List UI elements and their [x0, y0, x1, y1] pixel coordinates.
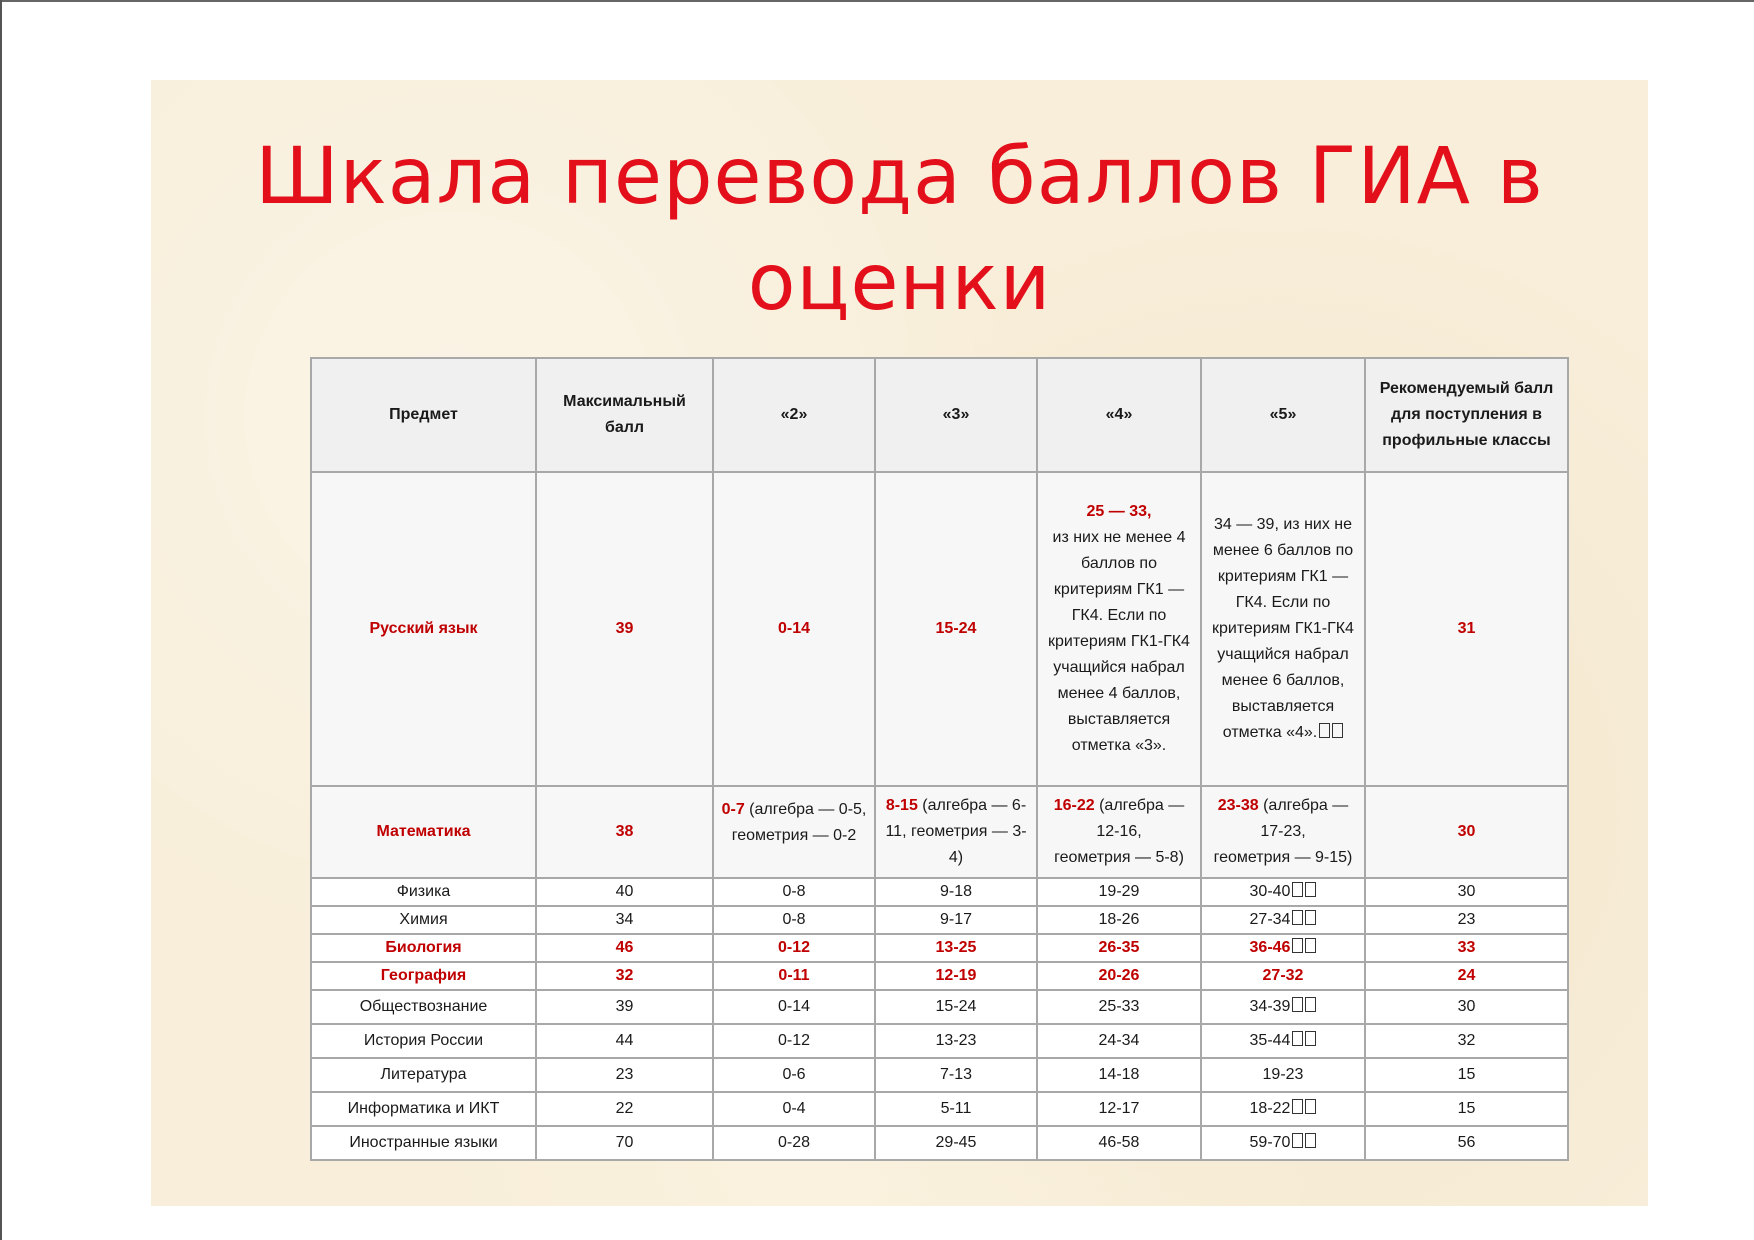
missing-glyph-box: [1305, 1133, 1316, 1148]
cell-grade-5: 27-32: [1201, 962, 1365, 990]
table-row: [311, 1058, 1568, 1092]
cell-max: 32: [536, 962, 713, 990]
cell-recommended: 23: [1365, 906, 1568, 934]
cell-max: 22: [536, 1092, 713, 1126]
cell-subject: География: [311, 962, 536, 990]
cell-grade-4: 24-34: [1037, 1024, 1201, 1058]
cell-grade-4: 18-26: [1037, 906, 1201, 934]
cell-recommended: 15: [1365, 1058, 1568, 1092]
cell-grade-2: 0-8: [713, 906, 875, 934]
grade-2-note-1: (алгебра — 0-5,: [744, 801, 867, 818]
cell-max: 39: [536, 990, 713, 1024]
cell-grade-2: 0-12: [713, 934, 875, 962]
cell-grade-2: 0-6: [713, 1058, 875, 1092]
table-row: [311, 990, 1568, 1024]
table-row: [311, 906, 1568, 934]
score-table: [310, 357, 1569, 1161]
cell-recommended: 56: [1365, 1126, 1568, 1160]
grade-3-note-1: (алгебра — 6-: [917, 797, 1027, 814]
cell-grade-2: 0-11: [713, 962, 875, 990]
header-rec-line-1: Рекомендуемый балл: [1379, 380, 1554, 397]
note-line: ГК4. Если по: [1235, 594, 1331, 611]
score-table-wrapper: [310, 357, 1569, 1161]
grade-5-notes: [1204, 512, 1362, 746]
cell-grade-3: 9-17: [875, 906, 1037, 934]
cell-subject: Русский язык: [311, 472, 536, 786]
note-line: критериям ГК1 —: [1217, 568, 1349, 585]
header-recommended: [1365, 358, 1568, 472]
cell-grade-2: [713, 786, 875, 878]
cell-subject: История России: [311, 1024, 536, 1058]
cell-recommended: 31: [1365, 472, 1568, 786]
table-row: [311, 962, 1568, 990]
cell-grade-3: 12-19: [875, 962, 1037, 990]
missing-glyph-box: [1305, 938, 1316, 953]
grade-5-range: 23-38: [1217, 797, 1259, 814]
title-line-1: Шкала перевода баллов ГИА в: [255, 132, 1544, 222]
note-line: менее 4 баллов,: [1057, 685, 1181, 702]
note-line: выставляется: [1067, 711, 1171, 728]
cell-subject: Химия: [311, 906, 536, 934]
table-row: [311, 1092, 1568, 1126]
frame-border-top: [0, 0, 1754, 2]
grade-4-note-2: 12-16,: [1096, 823, 1142, 840]
header-row: [311, 358, 1568, 472]
header-grade-2: «2»: [713, 358, 875, 472]
cell-subject: Биология: [311, 934, 536, 962]
grade-3-note-3: 4): [948, 849, 964, 866]
missing-glyph-box: [1292, 1133, 1303, 1148]
cell-grade-2: 0-12: [713, 1024, 875, 1058]
cell-grade-5: 27-34: [1201, 906, 1365, 934]
table-row-russian: [311, 472, 1568, 786]
grade-4-note-1: (алгебра —: [1094, 797, 1185, 814]
missing-glyph-box: [1319, 723, 1330, 738]
cell-grade-4: 12-17: [1037, 1092, 1201, 1126]
cell-max: 40: [536, 878, 713, 906]
table-row: [311, 934, 1568, 962]
grade-5-note-2: 17-23,: [1260, 823, 1306, 840]
cell-subject: Иностранные языки: [311, 1126, 536, 1160]
table-row-math: [311, 786, 1568, 878]
grade-5-note-3: геометрия — 9-15): [1213, 849, 1353, 866]
cell-grade-4: [1037, 472, 1201, 786]
cell-recommended: 24: [1365, 962, 1568, 990]
header-subject: Предмет: [311, 358, 536, 472]
cell-subject: Математика: [311, 786, 536, 878]
cell-subject: Информатика и ИКТ: [311, 1092, 536, 1126]
cell-grade-2: 0-14: [713, 990, 875, 1024]
note-line: выставляется: [1231, 698, 1335, 715]
note-line: критериям ГК1-ГК4: [1048, 633, 1190, 650]
cell-grade-4: 26-35: [1037, 934, 1201, 962]
grade-4-note-3: геометрия — 5-8): [1054, 849, 1184, 866]
cell-subject: Физика: [311, 878, 536, 906]
slide-title: [151, 124, 1648, 336]
grade-3-range: 8-15: [885, 797, 918, 814]
note-line: критериям ГК1-ГК4: [1212, 620, 1354, 637]
slide: [151, 80, 1648, 1206]
grade-3-note-2: 11, геометрия — 3-: [885, 823, 1027, 840]
cell-grade-5: [1201, 786, 1365, 878]
cell-max: 34: [536, 906, 713, 934]
cell-grade-3: 7-13: [875, 1058, 1037, 1092]
cell-recommended: 30: [1365, 990, 1568, 1024]
cell-grade-3: 15-24: [875, 990, 1037, 1024]
cell-grade-5: 35-44: [1201, 1024, 1365, 1058]
cell-grade-3: 13-25: [875, 934, 1037, 962]
cell-max: 44: [536, 1024, 713, 1058]
cell-grade-3: 29-45: [875, 1126, 1037, 1160]
cell-grade-4: 19-29: [1037, 878, 1201, 906]
header-rec-line-3: профильные классы: [1382, 432, 1551, 449]
note-line: критериям ГК1 —: [1053, 581, 1185, 598]
missing-glyph-box: [1305, 882, 1316, 897]
cell-grade-3: [875, 786, 1037, 878]
grade-5-note-1: (алгебра —: [1258, 797, 1349, 814]
cell-max: 39: [536, 472, 713, 786]
missing-glyph-box: [1292, 1099, 1303, 1114]
header-grade-5: «5»: [1201, 358, 1365, 472]
cell-grade-5: [1201, 472, 1365, 786]
cell-max: 46: [536, 934, 713, 962]
note-line: менее 6 баллов по: [1212, 542, 1354, 559]
cell-recommended: 32: [1365, 1024, 1568, 1058]
cell-grade-4: [1037, 786, 1201, 878]
grade-4-range: 25 — 33,: [1086, 503, 1152, 520]
cell-grade-4: 25-33: [1037, 990, 1201, 1024]
missing-glyph-box: [1305, 997, 1316, 1012]
header-grade-4: «4»: [1037, 358, 1201, 472]
cell-grade-5: 30-40: [1201, 878, 1365, 906]
missing-glyph-box: [1305, 1099, 1316, 1114]
cell-recommended: 33: [1365, 934, 1568, 962]
cell-recommended: 15: [1365, 1092, 1568, 1126]
cell-grade-5: 36-46: [1201, 934, 1365, 962]
cell-grade-4: 46-58: [1037, 1126, 1201, 1160]
grade-4-notes: [1040, 525, 1198, 759]
missing-glyph-box: [1292, 910, 1303, 925]
cell-subject: Обществознание: [311, 990, 536, 1024]
table-row: [311, 1024, 1568, 1058]
note-line: отметка «3».: [1071, 737, 1167, 754]
cell-grade-2: 0-14: [713, 472, 875, 786]
missing-glyph-box: [1292, 938, 1303, 953]
header-max-score: [536, 358, 713, 472]
header-rec-line-2: для поступления в: [1391, 406, 1542, 423]
title-line-2: оценки: [747, 238, 1052, 328]
note-line: 34 — 39, из них не: [1213, 516, 1353, 533]
missing-glyph-box: [1292, 1031, 1303, 1046]
missing-glyph-box: [1292, 882, 1303, 897]
frame-border-left: [0, 0, 2, 1240]
missing-glyph-box: [1305, 910, 1316, 925]
note-line: учащийся набрал: [1053, 659, 1185, 676]
grade-2-range: 0-7: [721, 801, 745, 818]
cell-grade-5: 59-70: [1201, 1126, 1365, 1160]
note-line: из них не менее 4: [1052, 529, 1186, 546]
cell-grade-3: 13-23: [875, 1024, 1037, 1058]
cell-grade-3: 9-18: [875, 878, 1037, 906]
grade-2-note-2: геометрия — 0-2: [731, 827, 857, 844]
grade-4-range: 16-22: [1053, 797, 1095, 814]
header-grade-3: «3»: [875, 358, 1037, 472]
cell-grade-2: 0-4: [713, 1092, 875, 1126]
cell-grade-3: 15-24: [875, 472, 1037, 786]
header-max-line-1: Максимальный: [563, 393, 686, 410]
cell-recommended: 30: [1365, 786, 1568, 878]
cell-recommended: 30: [1365, 878, 1568, 906]
cell-max: 38: [536, 786, 713, 878]
missing-glyph-box: [1332, 723, 1343, 738]
cell-grade-5: 19-23: [1201, 1058, 1365, 1092]
note-line: менее 6 баллов,: [1221, 672, 1345, 689]
cell-grade-4: 14-18: [1037, 1058, 1201, 1092]
cell-grade-3: 5-11: [875, 1092, 1037, 1126]
cell-grade-2: 0-8: [713, 878, 875, 906]
cell-grade-4: 20-26: [1037, 962, 1201, 990]
cell-max: 23: [536, 1058, 713, 1092]
table-row: [311, 1126, 1568, 1160]
missing-glyph-box: [1292, 997, 1303, 1012]
note-line: ГК4. Если по: [1071, 607, 1167, 624]
cell-grade-2: 0-28: [713, 1126, 875, 1160]
note-line: баллов по: [1081, 555, 1157, 572]
cell-max: 70: [536, 1126, 713, 1160]
note-line: учащийся набрал: [1217, 646, 1349, 663]
cell-grade-5: 18-22: [1201, 1092, 1365, 1126]
table-row: [311, 878, 1568, 906]
cell-subject: Литература: [311, 1058, 536, 1092]
note-line: отметка «4».: [1204, 720, 1362, 746]
missing-glyph-box: [1305, 1031, 1316, 1046]
header-max-line-2: балл: [604, 419, 645, 436]
cell-grade-5: 34-39: [1201, 990, 1365, 1024]
